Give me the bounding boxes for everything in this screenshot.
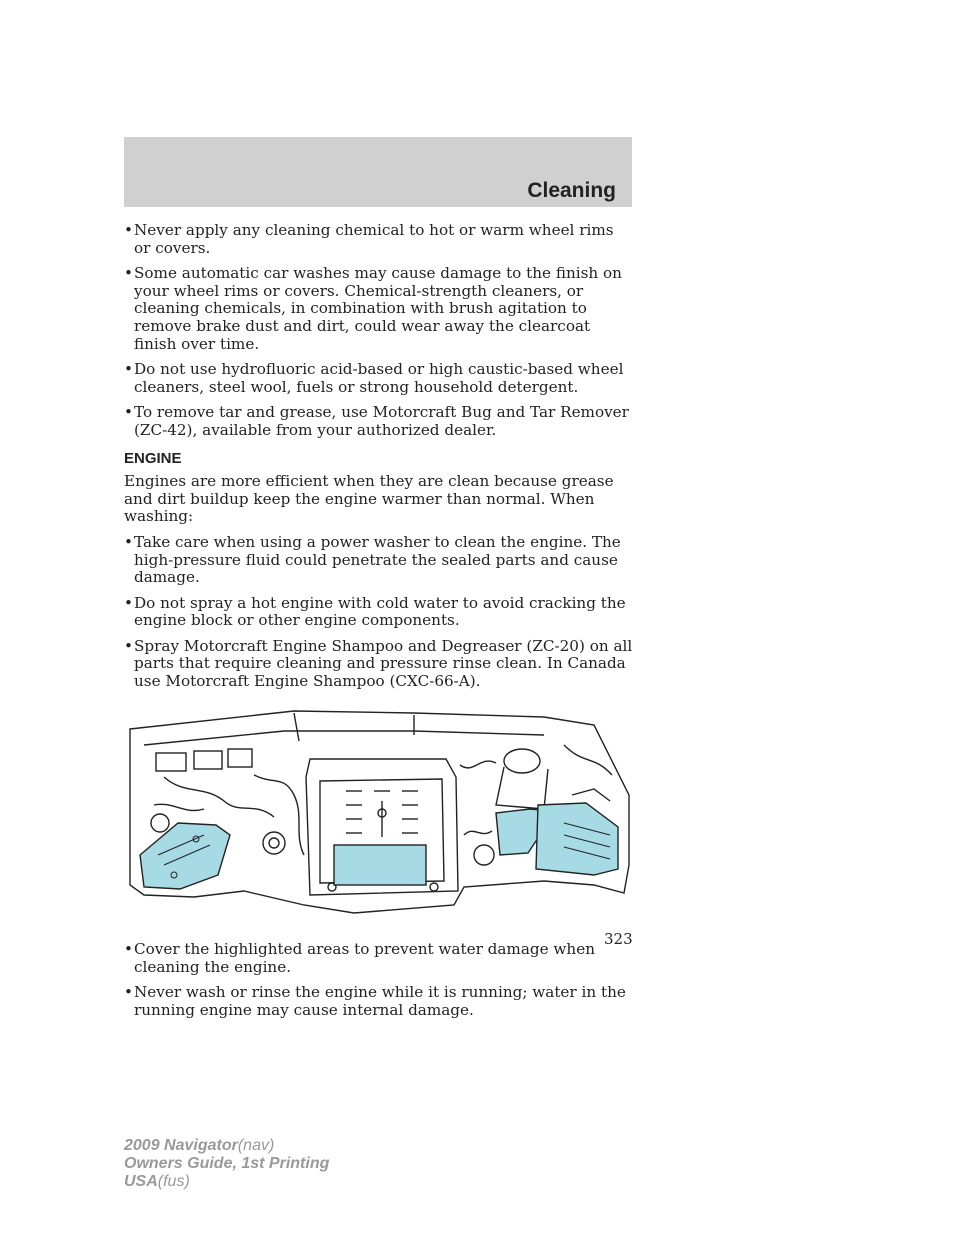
bullet-icon: • — [124, 264, 133, 283]
bullet-icon: • — [124, 593, 133, 612]
list-item: • Never wash or rinse the engine while it is running; water in the running engine may cause internal damage. — [124, 983, 626, 1020]
bullet-icon: • — [124, 403, 133, 422]
list-item: • Never apply any cleaning chemical to hot or warm wheel rims or covers. — [124, 221, 614, 257]
list-item: • Do not spray a hot engine with cold water to avoid cracking the engine block or other engine components. — [124, 593, 626, 630]
list-item: • Spray Motorcraft Engine Shampoo and Degreaser (ZC-20) on all parts that require cleaning and pressure rinse clean. In Canada use Motorcraft Engine Shampoo (CXC-66-A). — [124, 636, 633, 691]
list-item: • Take care when using a power washer to clean the engine. The high-pressure fluid could penetrate the sealed parts and cause damage. — [124, 532, 621, 587]
engine-cover-highlight — [334, 845, 426, 885]
list-item: • Do not use hydrofluoric acid-based or high caustic-based wheel cleaners, steel wool, fuels or strong household detergent. — [124, 360, 624, 396]
bullet-icon: • — [124, 983, 133, 1002]
footer-market: USA — [124, 1173, 158, 1190]
page-content — [124, 222, 634, 1028]
bullet-icon: • — [124, 532, 133, 551]
bullet-icon: • — [124, 940, 133, 959]
footer-model: 2009 Navigator — [124, 1137, 238, 1154]
section-heading: ENGINE — [124, 449, 182, 467]
engine-compartment-illustration — [124, 705, 634, 927]
header-band — [124, 137, 632, 207]
bullet-icon: • — [124, 221, 133, 239]
footer — [124, 1137, 329, 1191]
bullet-icon: • — [124, 636, 133, 655]
fuse-box-highlight — [536, 803, 618, 875]
intro-paragraph: Engines are more efficient when they are clean because grease and dirt buildup keep the engine warmer than normal. When washing: — [124, 472, 614, 526]
list-item: • Cover the highlighted areas to prevent water damage when cleaning the engine. — [124, 940, 595, 976]
section-title: Cleaning — [527, 179, 616, 202]
bullet-icon: • — [124, 360, 133, 379]
list-item: • To remove tar and grease, use Motorcraft Bug and Tar Remover (ZC-42), available from your authorized dealer. — [124, 403, 629, 439]
footer-model-code: (nav) — [237, 1137, 275, 1154]
footer-market-code: (fus) — [157, 1173, 190, 1190]
page-number: 323 — [604, 930, 633, 948]
footer-edition: Owners Guide, 1st Printing — [124, 1155, 330, 1172]
list-item: • Some automatic car washes may cause damage to the finish on your wheel rims or covers. Chemical-strength cleaners, or cleaning chemicals, in combination with brush agitation to remove brake dust and dirt, could wear away the clearcoat finish over time. — [124, 264, 622, 353]
